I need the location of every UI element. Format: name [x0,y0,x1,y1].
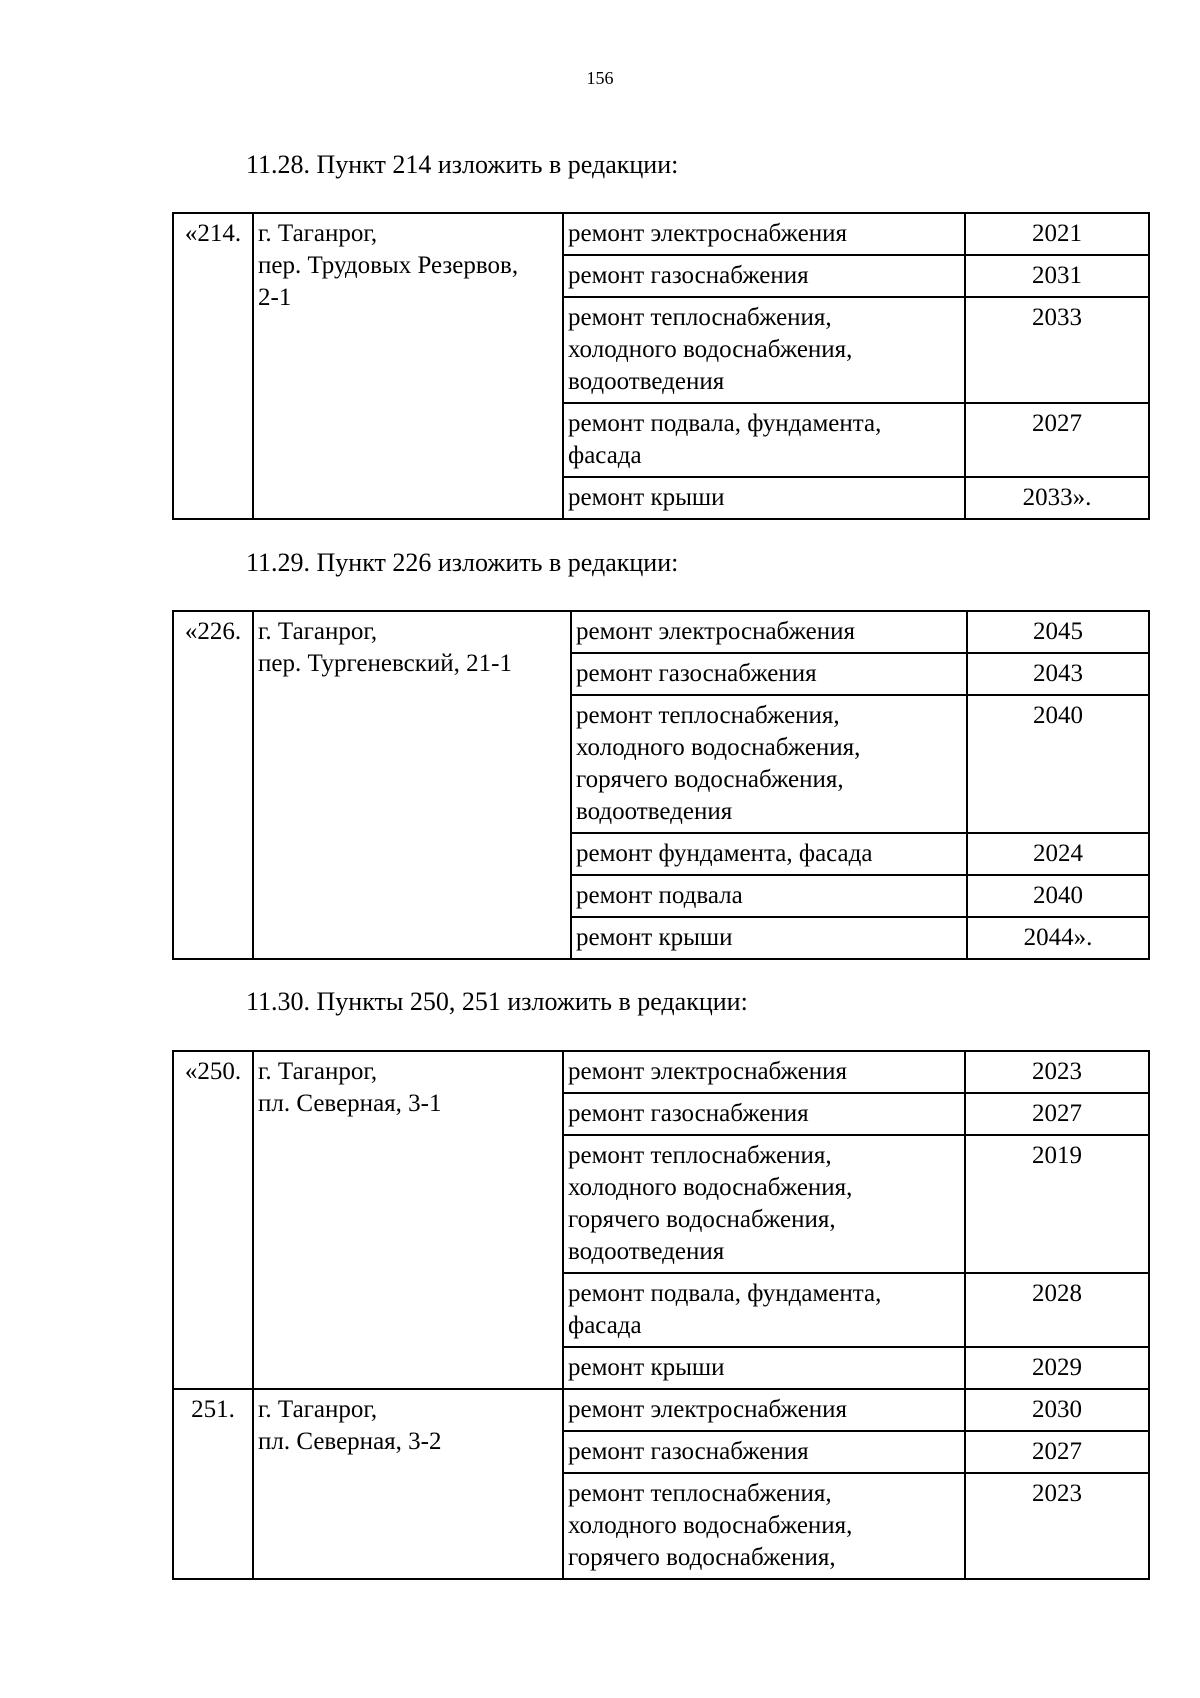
table-row [173,213,1149,255]
work-type-cell: ремонт теплоснабжения, холодного водоснабжения, горячего водоснабжения, водоотведения [571,695,967,833]
year-cell: 2027 [965,1093,1149,1135]
page-number: 156 [586,68,614,88]
address-cell: г. Таганрог, пл. Северная, 3-2 [253,1389,563,1579]
address-cell: г. Таганрог, пер. Тургеневский, 21-1 [253,611,571,959]
year-cell: 2030 [965,1389,1149,1431]
work-type-cell: ремонт электроснабжения [571,611,967,653]
work-type-cell: ремонт электроснабжения [563,1051,965,1093]
section-heading: 11.28. Пункт 214 изложить в редакции: [246,150,679,179]
item-number: «250. [173,1051,253,1389]
work-type-cell: ремонт теплоснабжения, холодного водоснабжения, водоотведения [563,297,965,403]
work-type-cell: ремонт газоснабжения [563,1093,965,1135]
year-cell: 2031 [965,255,1149,297]
work-type-cell: ремонт фундамента, фасада [571,833,967,875]
work-type-cell: ремонт крыши [563,477,965,519]
work-type-cell: ремонт подвала, фундамента, фасада [563,1273,965,1347]
work-type-cell: ремонт теплоснабжения, холодного водоснабжения, горячего водоснабжения, [563,1473,965,1579]
year-cell: 2045 [967,611,1149,653]
address-cell: г. Таганрог, пер. Трудовых Резервов, 2-1 [253,213,563,519]
year-cell: 2023 [965,1473,1149,1579]
year-cell: 2027 [965,403,1149,477]
work-type-cell: ремонт подвала, фундамента, фасада [563,403,965,477]
work-type-cell: ремонт газоснабжения [563,255,965,297]
repair-table [172,610,1150,960]
work-type-cell: ремонт газоснабжения [571,653,967,695]
work-type-cell: ремонт электроснабжения [563,1389,965,1431]
year-cell: 2033 [965,297,1149,403]
work-type-cell: ремонт крыши [571,917,967,959]
section-heading: 11.30. Пункты 250, 251 изложить в редакции: [246,987,748,1016]
repair-table [172,212,1150,520]
year-cell: 2024 [967,833,1149,875]
repair-table [172,1050,1150,1580]
year-cell: 2029 [965,1347,1149,1389]
table-row [173,611,1149,653]
year-cell: 2040 [967,695,1149,833]
item-number: 251. [173,1389,253,1579]
work-type-cell: ремонт теплоснабжения, холодного водоснабжения, горячего водоснабжения, водоотведения [563,1135,965,1273]
address-cell: г. Таганрог, пл. Северная, 3-1 [253,1051,563,1389]
work-type-cell: ремонт крыши [563,1347,965,1389]
year-cell: 2027 [965,1431,1149,1473]
year-cell: 2021 [965,213,1149,255]
work-type-cell: ремонт электроснабжения [563,213,965,255]
year-cell: 2028 [965,1273,1149,1347]
table-row [173,1389,1149,1431]
year-cell: 2040 [967,875,1149,917]
item-number: «226. [173,611,253,959]
year-cell: 2043 [967,653,1149,695]
year-cell: 2044». [967,917,1149,959]
item-number: «214. [173,213,253,519]
year-cell: 2019 [965,1135,1149,1273]
section-heading: 11.29. Пункт 226 изложить в редакции: [246,548,679,577]
work-type-cell: ремонт газоснабжения [563,1431,965,1473]
year-cell: 2033». [965,477,1149,519]
table-row [173,1051,1149,1093]
year-cell: 2023 [965,1051,1149,1093]
work-type-cell: ремонт подвала [571,875,967,917]
